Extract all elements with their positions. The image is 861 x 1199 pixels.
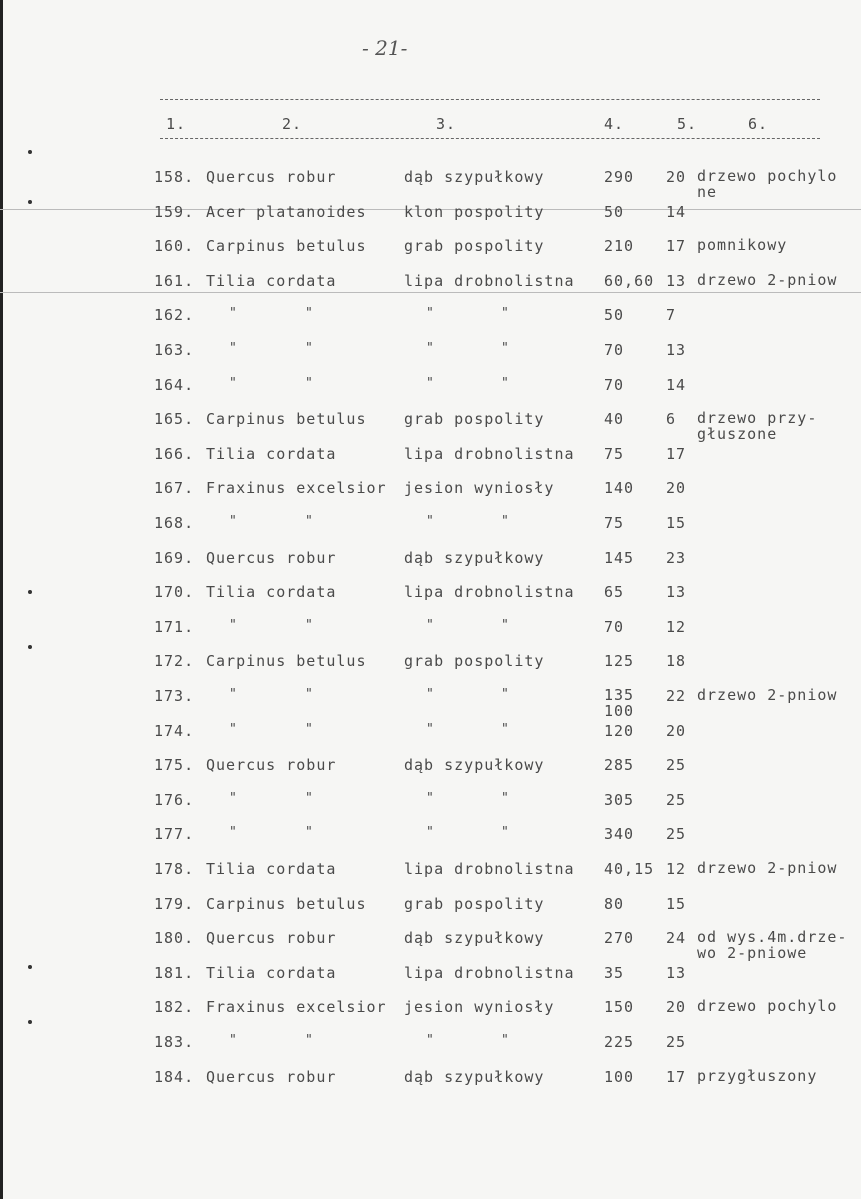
polish-name: klon pospolity bbox=[404, 202, 545, 221]
ditto-mark: " bbox=[501, 375, 510, 391]
table-row bbox=[0, 652, 861, 682]
polish-name: lipa drobnolistna bbox=[404, 963, 575, 982]
tree-height: 24 bbox=[666, 929, 687, 948]
circumference: 75 bbox=[604, 514, 625, 532]
circumference: 140 bbox=[604, 479, 635, 498]
circumference: 225 bbox=[604, 1033, 635, 1051]
tree-height: 17 bbox=[666, 1067, 687, 1086]
polish-name: dąb szypułkowy bbox=[404, 1067, 545, 1086]
circumference: 210 bbox=[604, 237, 635, 256]
table-row bbox=[0, 860, 861, 890]
latin-name: Fraxinus excelsior bbox=[206, 479, 387, 498]
ditto-mark: " bbox=[426, 1033, 435, 1048]
table-row bbox=[0, 549, 861, 579]
row-number: 177. bbox=[154, 825, 195, 844]
polish-name: lipa drobnolistna bbox=[404, 860, 575, 878]
latin-name: Quercus robur bbox=[206, 548, 337, 567]
ditto-mark: " bbox=[426, 375, 435, 391]
latin-name: Tilia cordata bbox=[206, 860, 337, 878]
table-row bbox=[0, 341, 861, 371]
row-number: 176. bbox=[154, 790, 195, 809]
tree-height: 14 bbox=[666, 375, 687, 394]
circumference: 75 bbox=[604, 444, 625, 463]
ditto-mark: " bbox=[305, 687, 314, 702]
polish-name: dąb szypułkowy bbox=[404, 929, 545, 948]
column-header-1: 1. bbox=[166, 115, 187, 133]
polish-name: grab pospolity bbox=[404, 237, 545, 256]
row-number: 158. bbox=[154, 168, 195, 186]
polish-name: jesion wyniosły bbox=[404, 998, 555, 1017]
table-row bbox=[0, 306, 861, 336]
ditto-mark: " bbox=[229, 1033, 238, 1048]
row-number: 164. bbox=[154, 375, 195, 394]
remarks: drzewo 2-pniow bbox=[697, 860, 838, 876]
polish-name: lipa drobnolistna bbox=[404, 444, 575, 463]
circumference: 35 bbox=[604, 963, 625, 982]
row-number: 163. bbox=[154, 341, 195, 359]
ditto-mark: " bbox=[229, 687, 238, 702]
ditto-mark: " bbox=[426, 306, 435, 322]
tree-height: 13 bbox=[666, 271, 687, 290]
ditto-mark: " bbox=[305, 1033, 314, 1048]
ditto-mark: " bbox=[229, 341, 238, 356]
column-header-4: 4. bbox=[604, 115, 625, 133]
column-header-5: 5. bbox=[677, 115, 698, 133]
circumference: 270 bbox=[604, 929, 635, 948]
latin-name: Tilia cordata bbox=[206, 963, 337, 982]
polish-name: grab pospolity bbox=[404, 652, 545, 671]
table-row bbox=[0, 376, 861, 406]
row-number: 162. bbox=[154, 306, 195, 325]
tree-height: 17 bbox=[666, 444, 687, 463]
row-number: 159. bbox=[154, 202, 195, 221]
polish-name: dąb szypułkowy bbox=[404, 168, 545, 186]
remarks: drzewo 2-pniow bbox=[697, 271, 838, 288]
ditto-mark: " bbox=[229, 306, 238, 322]
circumference: 290 bbox=[604, 168, 635, 186]
polish-name: dąb szypułkowy bbox=[404, 548, 545, 567]
latin-name: Carpinus betulus bbox=[206, 237, 367, 256]
tree-height: 13 bbox=[666, 583, 687, 602]
circumference: 50 bbox=[604, 306, 625, 325]
polish-name: jesion wyniosły bbox=[404, 479, 555, 498]
table-row bbox=[0, 998, 861, 1028]
ditto-mark: " bbox=[501, 825, 510, 841]
row-number: 171. bbox=[154, 617, 195, 636]
tree-height: 15 bbox=[666, 894, 687, 913]
table-row bbox=[0, 756, 861, 786]
table-row bbox=[0, 722, 861, 752]
ditto-mark: " bbox=[426, 341, 435, 356]
tree-height: 25 bbox=[666, 1033, 687, 1051]
row-number: 178. bbox=[154, 860, 195, 878]
remarks: drzewo przy- głuszone bbox=[697, 410, 818, 443]
circumference: 80 bbox=[604, 894, 625, 913]
latin-name: Carpinus betulus bbox=[206, 894, 367, 913]
table-row bbox=[0, 410, 861, 443]
tree-height: 25 bbox=[666, 790, 687, 809]
tree-height: 23 bbox=[666, 548, 687, 567]
latin-name: Quercus robur bbox=[206, 756, 337, 775]
latin-name: Carpinus betulus bbox=[206, 410, 367, 429]
latin-name: Carpinus betulus bbox=[206, 652, 367, 671]
polish-name: grab pospolity bbox=[404, 410, 545, 429]
row-number: 169. bbox=[154, 548, 195, 567]
header-rule-top bbox=[160, 99, 820, 100]
tree-height: 22 bbox=[666, 687, 687, 705]
table-row bbox=[0, 825, 861, 855]
circumference: 100 bbox=[604, 1067, 635, 1086]
row-number: 166. bbox=[154, 444, 195, 463]
row-number: 170. bbox=[154, 583, 195, 602]
polish-name: lipa drobnolistna bbox=[404, 271, 575, 290]
table-row bbox=[0, 445, 861, 475]
tree-height: 13 bbox=[666, 963, 687, 982]
ditto-mark: " bbox=[305, 306, 314, 322]
tree-height: 12 bbox=[666, 617, 687, 636]
row-number: 181. bbox=[154, 963, 195, 982]
tree-height: 17 bbox=[666, 237, 687, 256]
remarks: pomnikowy bbox=[697, 237, 788, 254]
row-number: 168. bbox=[154, 514, 195, 532]
ditto-mark: " bbox=[501, 687, 510, 702]
tree-height: 25 bbox=[666, 825, 687, 844]
circumference: 145 bbox=[604, 548, 635, 567]
table-row bbox=[0, 929, 861, 962]
circumference: 70 bbox=[604, 617, 625, 636]
latin-name: Tilia cordata bbox=[206, 444, 337, 463]
latin-name: Quercus robur bbox=[206, 929, 337, 948]
ditto-mark: " bbox=[501, 1033, 510, 1048]
ditto-mark: " bbox=[305, 790, 314, 806]
row-number: 172. bbox=[154, 652, 195, 671]
table-row bbox=[0, 1033, 861, 1063]
tree-height: 7 bbox=[666, 306, 677, 325]
ditto-mark: " bbox=[426, 721, 435, 737]
tree-height: 14 bbox=[666, 202, 687, 221]
row-number: 184. bbox=[154, 1067, 195, 1086]
ditto-mark: " bbox=[305, 825, 314, 841]
circumference: 150 bbox=[604, 998, 635, 1017]
table-row bbox=[0, 272, 861, 302]
ditto-mark: " bbox=[501, 306, 510, 322]
table-row bbox=[0, 168, 861, 198]
ditto-mark: " bbox=[229, 790, 238, 806]
row-number: 161. bbox=[154, 271, 195, 290]
tree-height: 20 bbox=[666, 479, 687, 498]
row-number: 167. bbox=[154, 479, 195, 498]
circumference: 285 bbox=[604, 756, 635, 775]
column-header-2: 2. bbox=[282, 115, 303, 133]
row-number: 179. bbox=[154, 894, 195, 913]
circumference: 50 bbox=[604, 202, 625, 221]
polish-name: grab pospolity bbox=[404, 894, 545, 913]
circumference: 70 bbox=[604, 341, 625, 359]
ditto-mark: " bbox=[305, 375, 314, 391]
circumference: 305 bbox=[604, 790, 635, 809]
ditto-mark: " bbox=[426, 687, 435, 702]
row-number: 173. bbox=[154, 687, 195, 705]
circumference: 340 bbox=[604, 825, 635, 844]
tree-height: 20 bbox=[666, 168, 687, 186]
circumference: 125 bbox=[604, 652, 635, 671]
latin-name: Tilia cordata bbox=[206, 271, 337, 290]
ditto-mark: " bbox=[426, 790, 435, 806]
polish-name: dąb szypułkowy bbox=[404, 756, 545, 775]
table-row bbox=[0, 618, 861, 648]
tree-height: 12 bbox=[666, 860, 687, 878]
remarks: od wys.4m.drze- wo 2-pniowe bbox=[697, 929, 848, 962]
latin-name: Quercus robur bbox=[206, 1067, 337, 1086]
ditto-mark: " bbox=[501, 721, 510, 737]
circumference: 40,15 bbox=[604, 860, 655, 878]
page-number: - 21- bbox=[362, 36, 408, 60]
circumference: 40 bbox=[604, 410, 625, 429]
row-number: 180. bbox=[154, 929, 195, 948]
circumference: 70 bbox=[604, 375, 625, 394]
ditto-mark: " bbox=[229, 375, 238, 391]
ditto-mark: " bbox=[501, 514, 510, 529]
remarks: przygłuszony bbox=[697, 1067, 818, 1084]
remarks: drzewo pochylo bbox=[697, 998, 838, 1015]
remarks: drzewo 2-pniow bbox=[697, 687, 838, 703]
ditto-mark: " bbox=[305, 617, 314, 633]
row-number: 165. bbox=[154, 410, 195, 429]
ditto-mark: " bbox=[305, 341, 314, 356]
latin-name: Tilia cordata bbox=[206, 583, 337, 602]
header-rule-bottom bbox=[160, 138, 820, 139]
table-row bbox=[0, 1068, 861, 1098]
ditto-mark: " bbox=[229, 825, 238, 841]
ditto-mark: " bbox=[501, 341, 510, 356]
ditto-mark: " bbox=[305, 514, 314, 529]
column-header-6: 6. bbox=[748, 115, 769, 133]
tree-height: 20 bbox=[666, 721, 687, 740]
row-number: 183. bbox=[154, 1033, 195, 1051]
row-number: 175. bbox=[154, 756, 195, 775]
tree-height: 6 bbox=[666, 410, 677, 429]
circumference: 60,60 bbox=[604, 271, 655, 290]
table-row bbox=[0, 479, 861, 509]
ditto-mark: " bbox=[229, 721, 238, 737]
latin-name: Acer platanoides bbox=[206, 202, 367, 221]
tree-height: 25 bbox=[666, 756, 687, 775]
tree-height: 20 bbox=[666, 998, 687, 1017]
row-number: 182. bbox=[154, 998, 195, 1017]
circumference: 120 bbox=[604, 721, 635, 740]
ditto-mark: " bbox=[426, 825, 435, 841]
latin-name: Fraxinus excelsior bbox=[206, 998, 387, 1017]
latin-name: Quercus robur bbox=[206, 168, 337, 186]
remarks: drzewo pochylo ne bbox=[697, 168, 838, 200]
table-row bbox=[0, 964, 861, 994]
ditto-mark: " bbox=[229, 514, 238, 529]
table-row bbox=[0, 895, 861, 925]
ditto-mark: " bbox=[501, 617, 510, 633]
circumference: 65 bbox=[604, 583, 625, 602]
circumference: 135 100 bbox=[604, 686, 635, 720]
row-number: 160. bbox=[154, 237, 195, 256]
tree-height: 15 bbox=[666, 514, 687, 532]
table-row bbox=[0, 791, 861, 821]
tree-height: 18 bbox=[666, 652, 687, 671]
row-number: 174. bbox=[154, 721, 195, 740]
table-row bbox=[0, 686, 861, 720]
ditto-mark: " bbox=[229, 617, 238, 633]
ditto-mark: " bbox=[426, 617, 435, 633]
ditto-mark: " bbox=[426, 514, 435, 529]
table-row bbox=[0, 514, 861, 544]
table-row bbox=[0, 203, 861, 233]
table-row bbox=[0, 237, 861, 267]
ditto-mark: " bbox=[501, 790, 510, 806]
table-row bbox=[0, 583, 861, 613]
polish-name: lipa drobnolistna bbox=[404, 583, 575, 602]
tree-height: 13 bbox=[666, 341, 687, 359]
column-header-3: 3. bbox=[436, 115, 457, 133]
margin-dot bbox=[28, 150, 32, 154]
ditto-mark: " bbox=[305, 721, 314, 737]
